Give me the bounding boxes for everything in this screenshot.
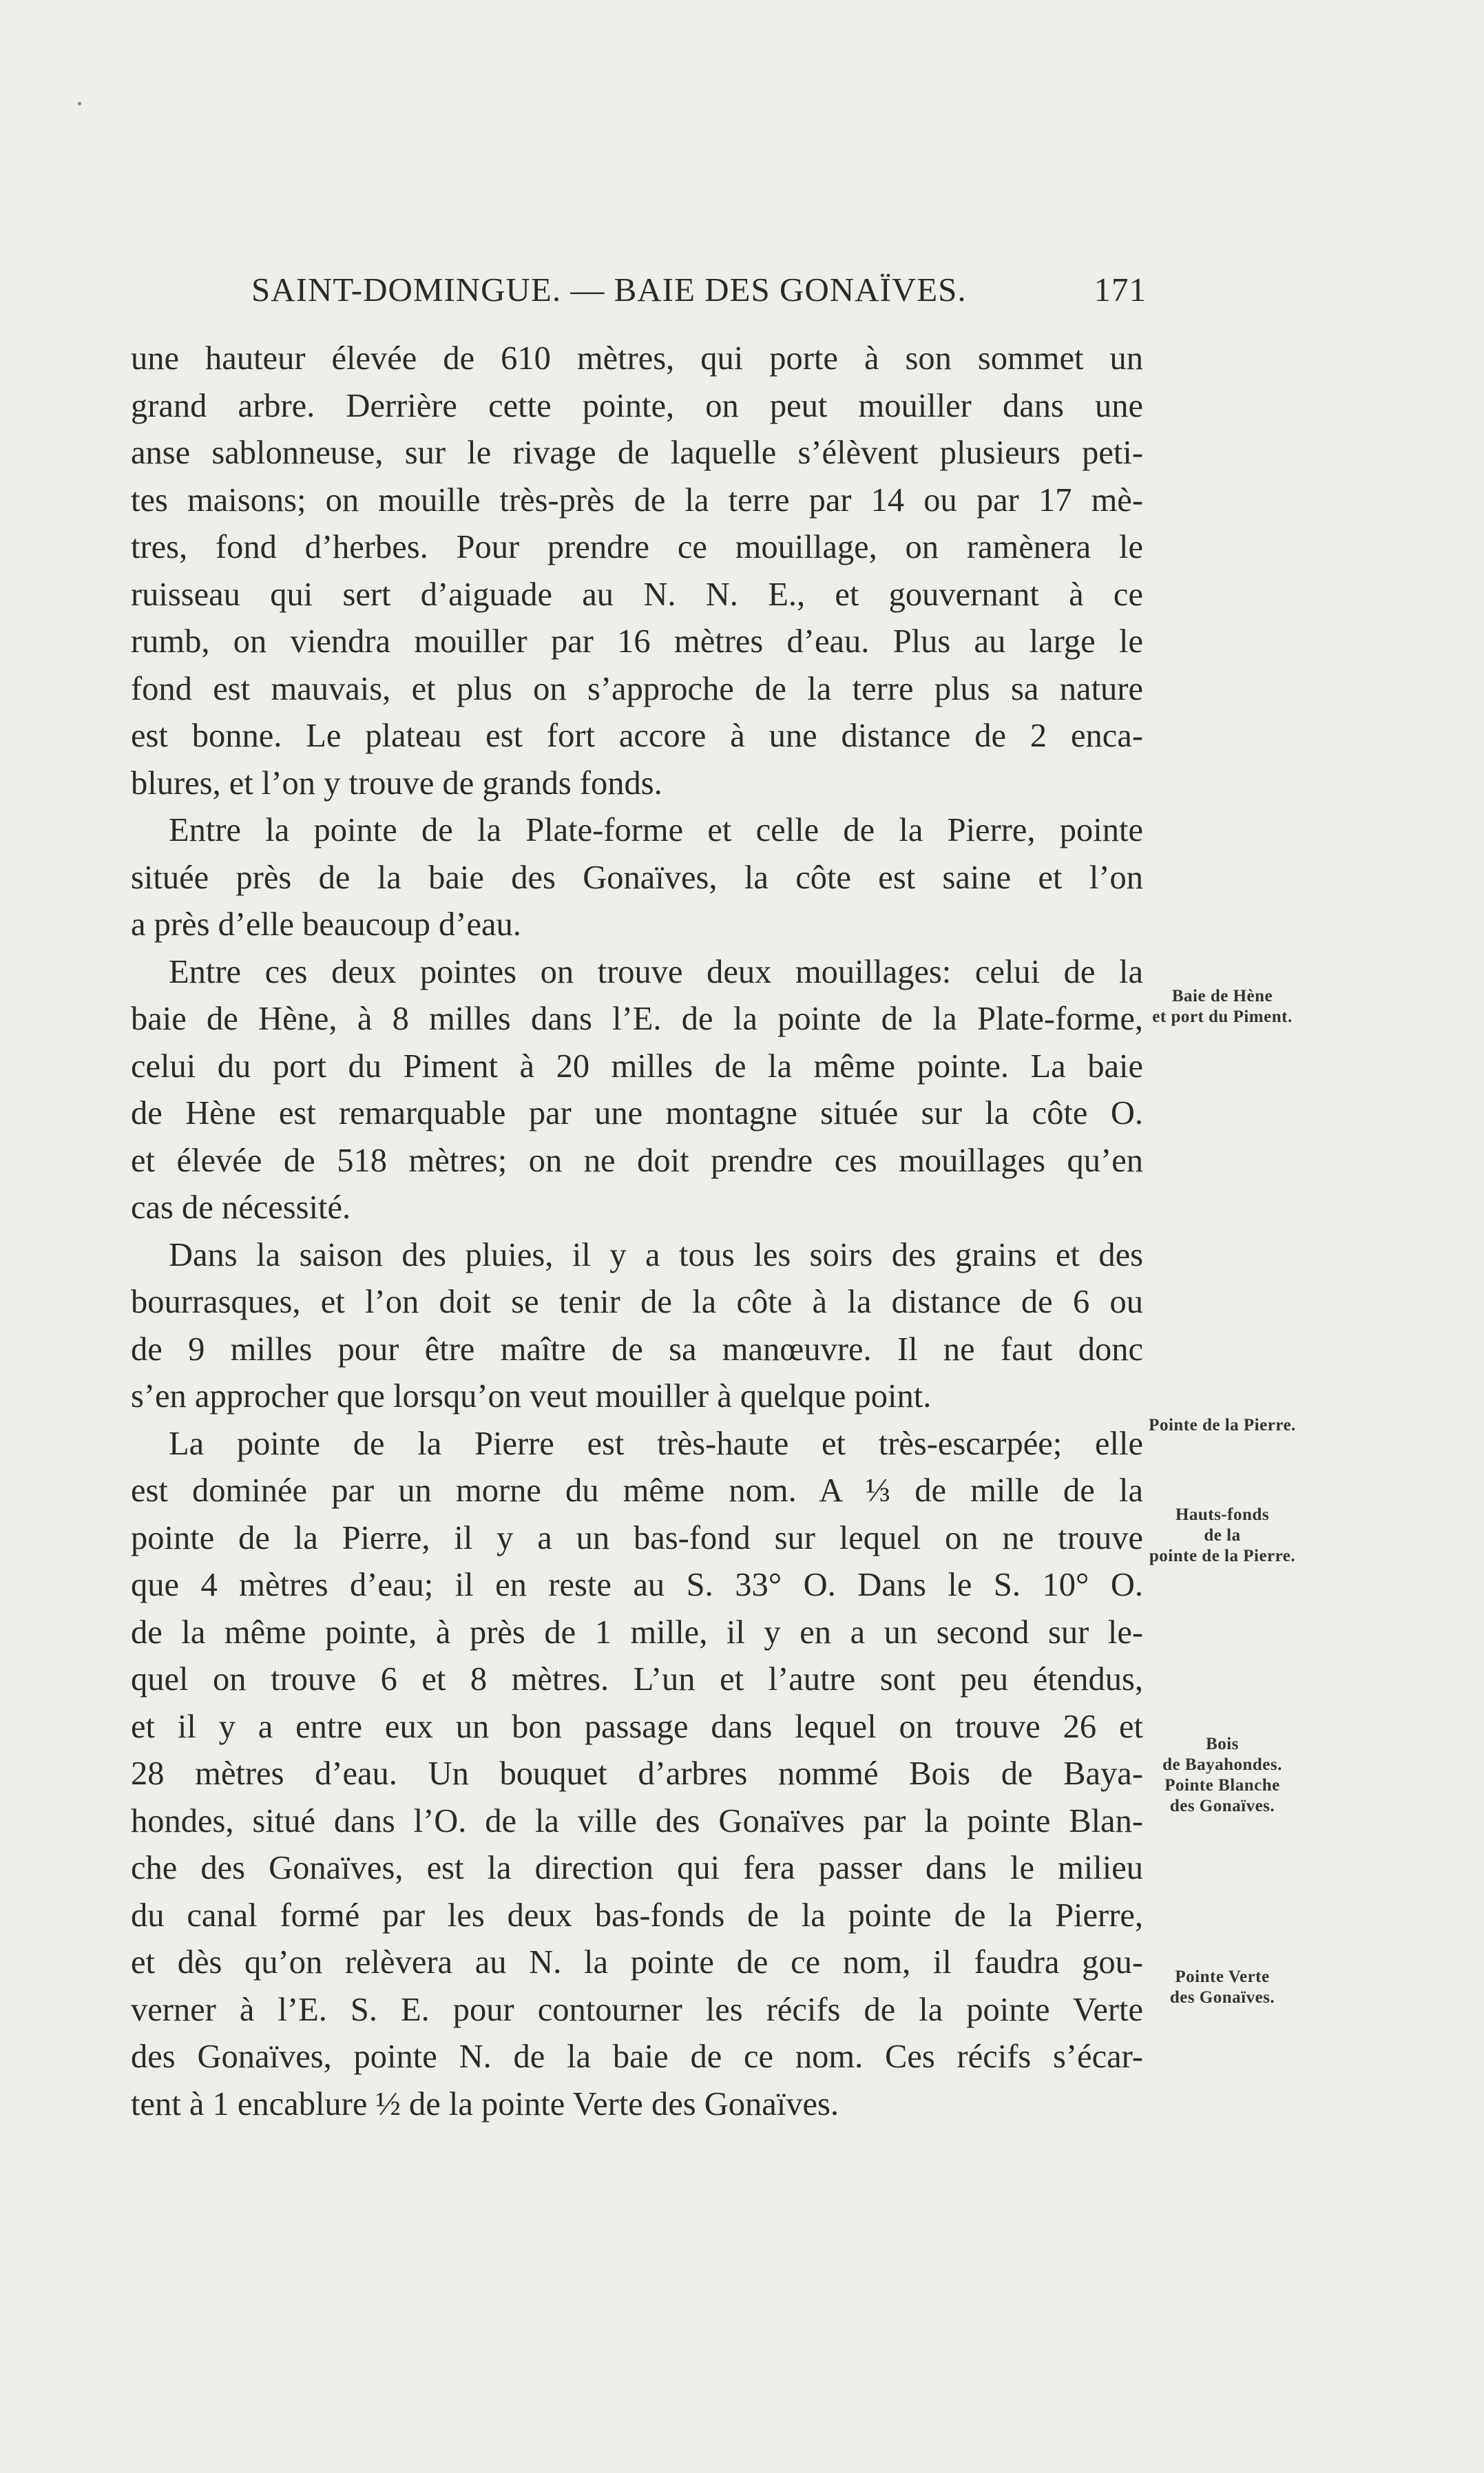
text-line: et élevée de 518 mètres; on ne doit prendre ces mouillages qu’en — [131, 1142, 1143, 1179]
text-line: une hauteur élevée de 610 mètres, qui porte à son sommet un — [131, 340, 1143, 377]
margin-note-line: Bois — [1206, 1735, 1239, 1753]
text-line: verner à l’E. S. E. pour contourner les récifs de la pointe Verte — [131, 1991, 1143, 2028]
text-line: Entre la pointe de la Plate-forme et celle de la Pierre, pointe — [169, 812, 1143, 848]
text-line: a près d’elle beaucoup d’eau. — [131, 906, 521, 943]
text-line: Dans la saison des pluies, il y a tous les soirs des grains et des — [169, 1236, 1143, 1273]
text-line: de Hène est remarquable par une montagne située sur la côte O. — [131, 1095, 1143, 1131]
text-line: blures, et l’on y trouve de grands fonds. — [131, 764, 662, 802]
text-line: des Gonaïves, pointe N. de la baie de ce nom. Ces récifs s’écar- — [131, 2038, 1143, 2075]
text-line: celui du port du Piment à 20 milles de la même pointe. La baie — [131, 1047, 1143, 1085]
text-line: est bonne. Le plateau est fort accore à une distance de 2 enca- — [131, 718, 1143, 754]
text-line: située près de la baie des Gonaïves, la côte est saine et l’on — [131, 859, 1143, 896]
running-header — [251, 270, 1147, 311]
text-line: bourrasques, et l’on doit se tenir de la côte à la distance de 6 ou — [131, 1284, 1143, 1320]
margin-note-baie-de-hene — [1116, 986, 1329, 1027]
text-line: de la même pointe, à près de 1 mille, il y en a un second sur le- — [131, 1614, 1143, 1651]
text-line: est dominée par un morne du même nom. A ⅓ de mille de la — [131, 1472, 1143, 1509]
text-line: rumb, on viendra mouiller par 16 mètres d’eau. Plus au large le — [131, 623, 1143, 660]
text-line: baie de Hène, à 8 milles dans l’E. de la pointe de la Plate-forme, — [131, 1001, 1143, 1037]
margin-note-line: Pointe Blanche — [1164, 1776, 1280, 1795]
text-line: hondes, situé dans l’O. de la ville des Gonaïves par la pointe Blan- — [131, 1802, 1143, 1839]
text-line: et dès qu’on relèvera au N. la pointe de ce nom, il faudra gou- — [131, 1944, 1143, 1981]
text-line: Entre ces deux pointes on trouve deux mouillages: celui de la — [169, 953, 1143, 990]
text-line: quel on trouve 6 et 8 mètres. L’un et l’autre sont peu étendus, — [131, 1661, 1143, 1698]
header-title: SAINT-DOMINGUE. — BAIE DES GONAÏVES. — [251, 271, 967, 309]
print-speck — [78, 102, 81, 105]
text-line: fond est mauvais, et plus on s’approche de la terre plus sa nature — [131, 670, 1143, 707]
text-line: tent à 1 encablure ½ de la pointe Verte des Gonaïves. — [131, 2085, 839, 2122]
text-line: que 4 mètres d’eau; il en reste au S. 33° O. Dans le S. 10° O. — [131, 1567, 1143, 1603]
text-line: tres, fond d’herbes. Pour prendre ce mouillage, on ramènera le — [131, 529, 1143, 565]
text-line: La pointe de la Pierre est très-haute et très-escarpée; elle — [169, 1425, 1143, 1462]
margin-note-line: Baie de Hène — [1171, 987, 1273, 1005]
text-line: tes maisons; on mouille très-près de la terre par 14 ou par 17 mè- — [131, 481, 1143, 519]
margin-note-pointe-verte — [1116, 1967, 1329, 2008]
body-text — [131, 335, 1143, 2128]
text-line: 28 mètres d’eau. Un bouquet d’arbres nommé Bois de Baya- — [131, 1755, 1143, 1792]
margin-note-line: de Bayahondes. — [1162, 1755, 1282, 1774]
margin-note-line: Pointe Verte — [1175, 1968, 1270, 1986]
margin-note-line: Hauts-fonds — [1175, 1505, 1270, 1524]
text-line: grand arbre. Derrière cette pointe, on peut mouiller dans une — [131, 387, 1143, 424]
margin-note-line: des Gonaïves. — [1169, 1988, 1275, 2007]
text-line: de 9 milles pour être maître de sa manœuvre. Il ne faut donc — [131, 1331, 1143, 1368]
margin-note-line: de la — [1204, 1526, 1241, 1545]
margin-note-bois-de-bayahondes — [1116, 1734, 1329, 1817]
text-line: anse sablonneuse, sur le rivage de laquelle s’élèvent plusieurs peti- — [131, 435, 1143, 471]
margin-note-line: Pointe de la Pierre. — [1149, 1416, 1296, 1434]
margin-note-hauts-fonds — [1116, 1505, 1329, 1567]
margin-note-pointe-de-la-pierre — [1116, 1415, 1329, 1436]
text-line: che des Gonaïves, est la direction qui fera passer dans le milieu — [131, 1850, 1143, 1886]
margin-note-line: pointe de la Pierre. — [1149, 1547, 1296, 1565]
margin-note-line: et port du Piment. — [1152, 1008, 1293, 1026]
text-line: pointe de la Pierre, il y a un bas-fond sur lequel on ne trouve — [131, 1519, 1143, 1556]
text-line: s’en approcher que lorsqu’on veut mouiller à quelque point. — [131, 1378, 932, 1415]
margin-note-line: des Gonaïves. — [1169, 1797, 1275, 1815]
text-line: cas de nécessité. — [131, 1189, 351, 1226]
text-line: ruisseau qui sert d’aiguade au N. N. E., et gouvernant à ce — [131, 576, 1143, 613]
text-line: du canal formé par les deux bas-fonds de la pointe de la Pierre, — [131, 1897, 1143, 1934]
page-number: 171 — [1094, 271, 1147, 309]
text-line: et il y a entre eux un bon passage dans lequel on trouve 26 et — [131, 1708, 1143, 1745]
